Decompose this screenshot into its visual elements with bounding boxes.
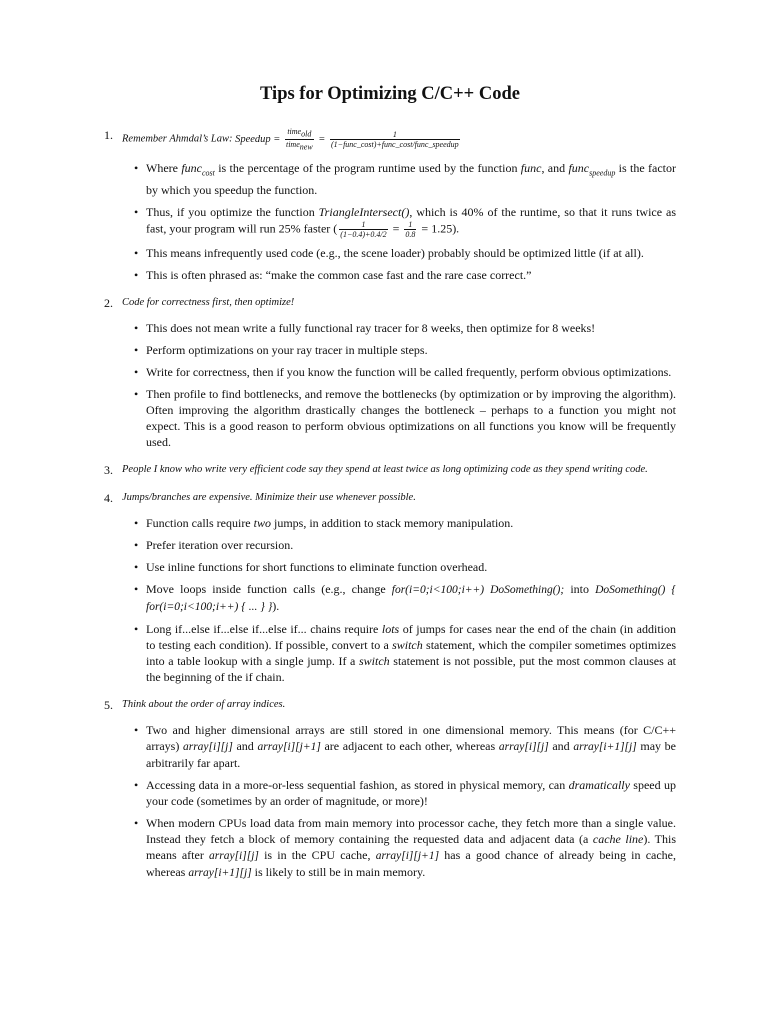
list-item: • Accessing data in a more-or-less sequential fashion, as stored in physical memory, can dramatically speed up your code (sometimes by an order of magnitude, or more)! [136,777,676,809]
bullet-list [122,515,676,685]
section-number: 3. [104,462,113,477]
speedup-formula: Speedup = $\frac{\text{timeold}}{\text{timenew}}$ = $\frac{1}{\text{(1−func\_cost)+func\_cost/func\_speedup}}$ [235,127,459,152]
bullet-list [122,722,676,881]
list-item: • This does not mean write a fully functional ray tracer for 8 weeks, then optimize for 8 weeks! [136,320,676,336]
list-item: • When modern CPUs load data from main memory into processor cache, they fetch more than a single value. Instead they fetch a block of memory containing the requested data and adjacent data (a cache line). This means after array[i][j] is in the CPU cache, array[i][j+1] has a good chance of already being in cache, whereas array[i+1][j] is likely to still be in main memory. [136,815,676,881]
section-heading: Think about the order of array indices. [122,698,286,710]
list-item: • Use inline functions for short functions to eliminate function overhead. [136,559,676,575]
bullet-list [122,320,676,450]
section-4 [104,490,676,685]
list-item: • Then profile to find bottlenecks, and remove the bottlenecks (by optimization or by improving the algorithm). Often improving the algorithm drastically changes the bottleneck – perhaps to a function you might not expect. This is a good reason to perform obvious optimizations on all functions you know will be frequently used. [136,386,676,450]
document-page [104,84,676,893]
section-5 [104,697,676,881]
list-item: • Two and higher dimensional arrays are still stored in one dimensional memory. This means (for C/C++ arrays) array[i][j] and array[i][j+1] are adjacent to each other, whereas array[i][j] and array[i+1][j] may be arbitrarily far apart. [136,722,676,771]
page-title: Tips for Optimizing C/C++ Code [260,84,520,104]
section-heading: People I know who write very efficient code say they spend at least twice as long optimizing code as they spend writing code. [122,463,648,475]
section-2 [104,295,676,450]
list-item: • This is often phrased as: “make the common case fast and the rare case correct.” [136,267,676,283]
list-item: • Perform optimizations on your ray tracer in multiple steps. [136,342,676,358]
list-item: • Move loops inside function calls (e.g., change for(i=0;i<100;i++) DoSomething(); into DoSomething() { for(i=0;i<100;i++) { ... } }). [136,581,676,615]
section-heading: Jumps/branches are expensive. Minimize their use whenever possible. [122,491,416,503]
bullet-list [122,160,676,282]
section-3 [104,462,676,478]
section-1 [104,127,676,283]
list-item: • Thus, if you optimize the function TriangleIntersect(), which is 40% of the runtime, so that it runs twice as fast, your program will run 25% faster ( $\frac{1}{(1-0.4)+0.4/2}$ = $\frac{1}{0.8}$ = 1.25). [136,204,676,239]
list-item: • Where func$_{cost}$ is the percentage of the program runtime used by the function func, and func$_{speedup}$ is the factor by which you speedup the function. [136,160,676,197]
section-heading: Remember Ahmdal’s Law: Speedup = $\frac{\text{timeold}}{\text{timenew}}$ = $\frac{1}{\text{(1−func\_cost)+func\_cost/func\_speedup}}$ [122,127,676,151]
section-number: 1. [104,128,113,142]
section-number: 4. [104,490,113,505]
list-item: • Write for correctness, then if you know the function will be called frequently, perform obvious optimizations. [136,364,676,380]
list-item: • Prefer iteration over recursion. [136,537,676,553]
section-heading: Code for correctness first, then optimize! [122,296,295,308]
list-item: • Long if...else if...else if...else if... chains require lots of jumps for cases near the end of the chain (in addition to testing each condition). If possible, convert to a switch statement, which the compiler sometimes optimizes into a table lookup with a single jump. If a switch statement is not possible, put the most common clauses at the beginning of the if chain. [136,621,676,685]
section-number: 2. [104,295,113,310]
list-item: • This means infrequently used code (e.g., the scene loader) probably should be optimized little (if at all). [136,245,676,261]
tips-list [104,127,676,881]
list-item: • Function calls require two jumps, in addition to stack memory manipulation. [136,515,676,531]
section-number: 5. [104,697,113,712]
